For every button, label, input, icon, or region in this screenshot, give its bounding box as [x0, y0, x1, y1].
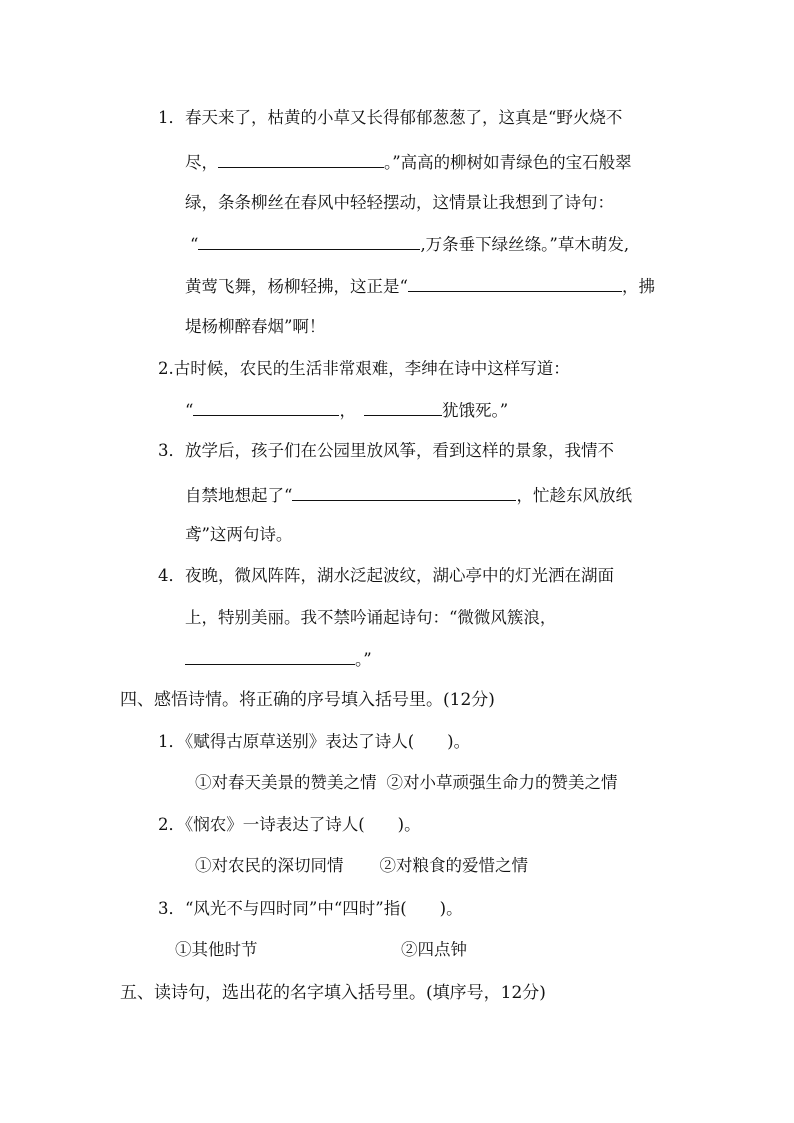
q1-blank1[interactable]: [218, 150, 384, 168]
q4-blank1[interactable]: [185, 647, 355, 665]
section4-q1: 1．《赋得古原草送别》表达了诗人( )。: [158, 732, 471, 751]
section4-title: 四、感悟诗情。将正确的序号填入括号里。(12分): [120, 690, 495, 710]
section4-q2-option1: ①对农民的深切同情: [195, 856, 344, 875]
section4-q2-option2: ②对粮食的爱惜之情: [379, 856, 528, 875]
section4-q1-options: [195, 772, 618, 794]
q2-blank2[interactable]: [364, 398, 442, 416]
section4-q2: 2．《悯农》一诗表达了诗人( )。: [158, 815, 421, 834]
q2-line2-start: “: [185, 401, 194, 420]
q2-blank1[interactable]: [193, 398, 339, 416]
q1-line4: [190, 232, 629, 256]
section4-q1-option1: ①对春天美景的赞美之情: [195, 773, 377, 792]
q3-blank1[interactable]: [292, 483, 516, 501]
section4-q1-option2: ②对小草顽强生命力的赞美之情: [386, 773, 618, 792]
q2-line2-mid: ，: [339, 401, 356, 420]
q3-line2-end: ，忙趁东风放纸: [516, 486, 632, 505]
q1-line5: [185, 274, 655, 298]
q3-line1: 3．放学后，孩子们在公园里放风筝，看到这样的景象，我情不: [158, 441, 614, 460]
q1-line6: 堤杨柳醉春烟”啊！: [185, 317, 326, 336]
section4-q3-options: [175, 939, 467, 961]
q1-line2-start: 尽，: [185, 153, 218, 172]
section4-q2-options: [195, 855, 528, 877]
q3-line2-start: 自禁地想起了“: [185, 486, 293, 505]
q1-line5-end: ，拂: [621, 277, 655, 296]
q1-blank2[interactable]: [198, 232, 420, 250]
q2-line1: 2.古时候，农民的生活非常艰难，李绅在诗中这样写道：: [158, 359, 570, 378]
section4-q3-option2: ②四点钟: [401, 940, 467, 959]
q4-line2: 上，特别美丽。我不禁吟诵起诗句：“微微风簇浪，: [185, 608, 557, 627]
q4-line3: [185, 647, 372, 671]
q1-line1: 1．春天来了，枯黄的小草又长得郁郁葱葱了，这真是“野火烧不: [158, 108, 623, 127]
q1-line4-start: “: [190, 235, 199, 254]
section5-title: 五、读诗句，选出花的名字填入括号里。(填序号，12分): [120, 983, 546, 1003]
q2-line2: [185, 398, 508, 422]
q3-line3: 鸢”这两句诗。: [185, 525, 293, 544]
q4-line3-end: 。”: [355, 650, 372, 669]
q1-line2-end: 。”高高的柳树如青绿色的宝石般翠: [384, 153, 632, 172]
q2-line2-end: 犹饿死。”: [441, 401, 509, 420]
q1-line2: [185, 150, 632, 174]
q1-line4-end: ,万条垂下绿丝绦。”草木萌发,: [420, 235, 630, 254]
q4-line1: 4．夜晚，微风阵阵，湖水泛起波纹，湖心亭中的灯光洒在湖面: [158, 566, 614, 585]
section4-q3: 3．“风光不与四时同”中“四时”指( )。: [158, 899, 463, 918]
q3-line2: [185, 483, 632, 507]
q1-line5-start: 黄莺飞舞，杨柳轻拂，这正是“: [185, 277, 408, 296]
q1-blank3[interactable]: [408, 274, 622, 292]
section4-q3-option1: ①其他时节: [175, 940, 258, 959]
q1-line3: 绿，条条柳丝在春风中轻轻摆动，这情景让我想到了诗句：: [185, 193, 614, 212]
